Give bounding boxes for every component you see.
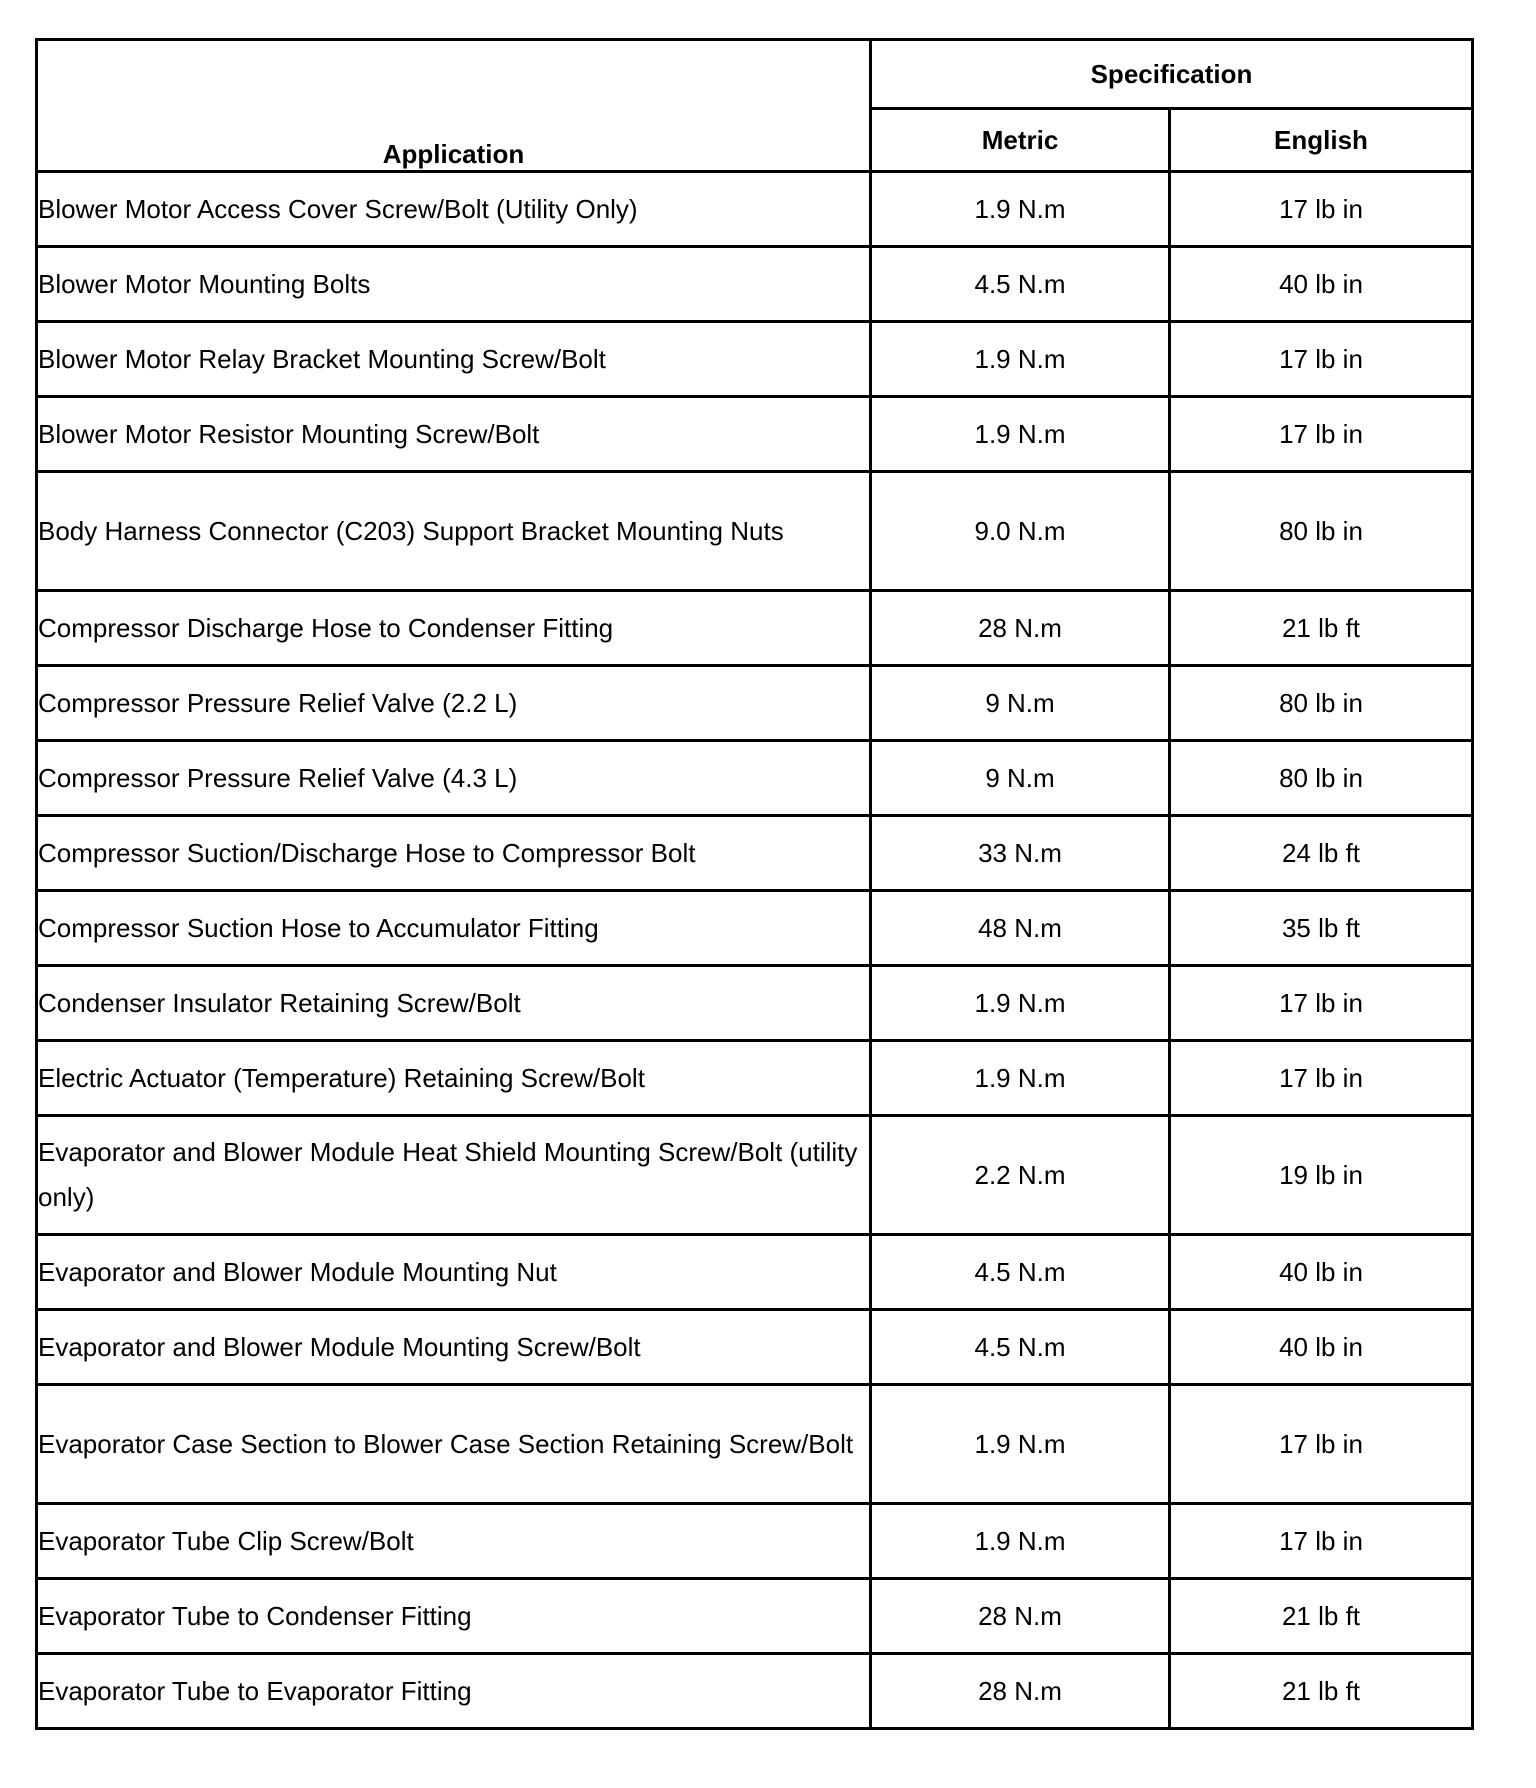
application-cell: Blower Motor Relay Bracket Mounting Screw/Bolt xyxy=(37,322,871,397)
table-row xyxy=(37,816,1473,891)
english-cell: 17 lb in xyxy=(1170,1041,1473,1116)
table-row xyxy=(37,1385,1473,1504)
metric-cell: 9.0 N.m xyxy=(871,472,1170,591)
application-cell: Evaporator Case Section to Blower Case Section Retaining Screw/Bolt xyxy=(37,1385,871,1504)
metric-cell: 28 N.m xyxy=(871,591,1170,666)
specification-header: Specification xyxy=(871,40,1473,109)
table-row xyxy=(37,1116,1473,1235)
application-cell: Body Harness Connector (C203) Support Bracket Mounting Nuts xyxy=(37,472,871,591)
metric-cell: 4.5 N.m xyxy=(871,247,1170,322)
english-cell: 17 lb in xyxy=(1170,397,1473,472)
metric-cell: 9 N.m xyxy=(871,666,1170,741)
english-cell: 40 lb in xyxy=(1170,1235,1473,1310)
table-row xyxy=(37,591,1473,666)
application-cell: Condenser Insulator Retaining Screw/Bolt xyxy=(37,966,871,1041)
metric-cell: 1.9 N.m xyxy=(871,397,1170,472)
english-cell: 17 lb in xyxy=(1170,322,1473,397)
table-row xyxy=(37,741,1473,816)
metric-cell: 1.9 N.m xyxy=(871,1385,1170,1504)
table-row xyxy=(37,891,1473,966)
metric-cell: 1.9 N.m xyxy=(871,322,1170,397)
table-row xyxy=(37,666,1473,741)
english-cell: 21 lb ft xyxy=(1170,591,1473,666)
english-cell: 40 lb in xyxy=(1170,1310,1473,1385)
application-cell: Evaporator and Blower Module Heat Shield Mounting Screw/Bolt (utility only) xyxy=(37,1116,871,1235)
table-row xyxy=(37,1504,1473,1579)
english-cell: 35 lb ft xyxy=(1170,891,1473,966)
metric-cell: 1.9 N.m xyxy=(871,1041,1170,1116)
table-row xyxy=(37,472,1473,591)
table-row xyxy=(37,247,1473,322)
metric-header: Metric xyxy=(871,109,1170,172)
table-row xyxy=(37,1579,1473,1654)
table-row xyxy=(37,172,1473,247)
english-cell: 19 lb in xyxy=(1170,1116,1473,1235)
application-cell: Compressor Suction/Discharge Hose to Compressor Bolt xyxy=(37,816,871,891)
table-row xyxy=(37,1041,1473,1116)
english-cell: 80 lb in xyxy=(1170,472,1473,591)
metric-cell: 4.5 N.m xyxy=(871,1310,1170,1385)
metric-cell: 2.2 N.m xyxy=(871,1116,1170,1235)
metric-cell: 1.9 N.m xyxy=(871,966,1170,1041)
english-cell: 21 lb ft xyxy=(1170,1654,1473,1729)
metric-cell: 28 N.m xyxy=(871,1654,1170,1729)
metric-cell: 1.9 N.m xyxy=(871,1504,1170,1579)
english-cell: 17 lb in xyxy=(1170,172,1473,247)
application-cell: Compressor Discharge Hose to Condenser Fitting xyxy=(37,591,871,666)
english-cell: 80 lb in xyxy=(1170,666,1473,741)
table-body xyxy=(37,172,1473,1729)
metric-cell: 33 N.m xyxy=(871,816,1170,891)
metric-cell: 9 N.m xyxy=(871,741,1170,816)
english-cell: 21 lb ft xyxy=(1170,1579,1473,1654)
table-row xyxy=(37,322,1473,397)
application-cell: Evaporator and Blower Module Mounting Nut xyxy=(37,1235,871,1310)
application-cell: Evaporator Tube to Condenser Fitting xyxy=(37,1579,871,1654)
table-row xyxy=(37,1654,1473,1729)
table-header xyxy=(37,40,1473,172)
application-cell: Evaporator Tube Clip Screw/Bolt xyxy=(37,1504,871,1579)
metric-cell: 48 N.m xyxy=(871,891,1170,966)
metric-cell: 28 N.m xyxy=(871,1579,1170,1654)
application-cell: Blower Motor Mounting Bolts xyxy=(37,247,871,322)
english-header: English xyxy=(1170,109,1473,172)
application-cell: Electric Actuator (Temperature) Retaining Screw/Bolt xyxy=(37,1041,871,1116)
application-cell: Compressor Pressure Relief Valve (4.3 L) xyxy=(37,741,871,816)
english-cell: 80 lb in xyxy=(1170,741,1473,816)
english-cell: 24 lb ft xyxy=(1170,816,1473,891)
english-cell: 40 lb in xyxy=(1170,247,1473,322)
fastener-spec-table xyxy=(35,38,1474,1730)
table-row xyxy=(37,397,1473,472)
application-cell: Compressor Suction Hose to Accumulator Fitting xyxy=(37,891,871,966)
application-cell: Evaporator and Blower Module Mounting Screw/Bolt xyxy=(37,1310,871,1385)
application-cell: Blower Motor Access Cover Screw/Bolt (Utility Only) xyxy=(37,172,871,247)
application-cell: Compressor Pressure Relief Valve (2.2 L) xyxy=(37,666,871,741)
english-cell: 17 lb in xyxy=(1170,1385,1473,1504)
english-cell: 17 lb in xyxy=(1170,966,1473,1041)
table-row xyxy=(37,1235,1473,1310)
table-row xyxy=(37,1310,1473,1385)
application-header: Application xyxy=(37,40,871,172)
english-cell: 17 lb in xyxy=(1170,1504,1473,1579)
table-row xyxy=(37,966,1473,1041)
metric-cell: 4.5 N.m xyxy=(871,1235,1170,1310)
application-cell: Evaporator Tube to Evaporator Fitting xyxy=(37,1654,871,1729)
application-cell: Blower Motor Resistor Mounting Screw/Bolt xyxy=(37,397,871,472)
metric-cell: 1.9 N.m xyxy=(871,172,1170,247)
